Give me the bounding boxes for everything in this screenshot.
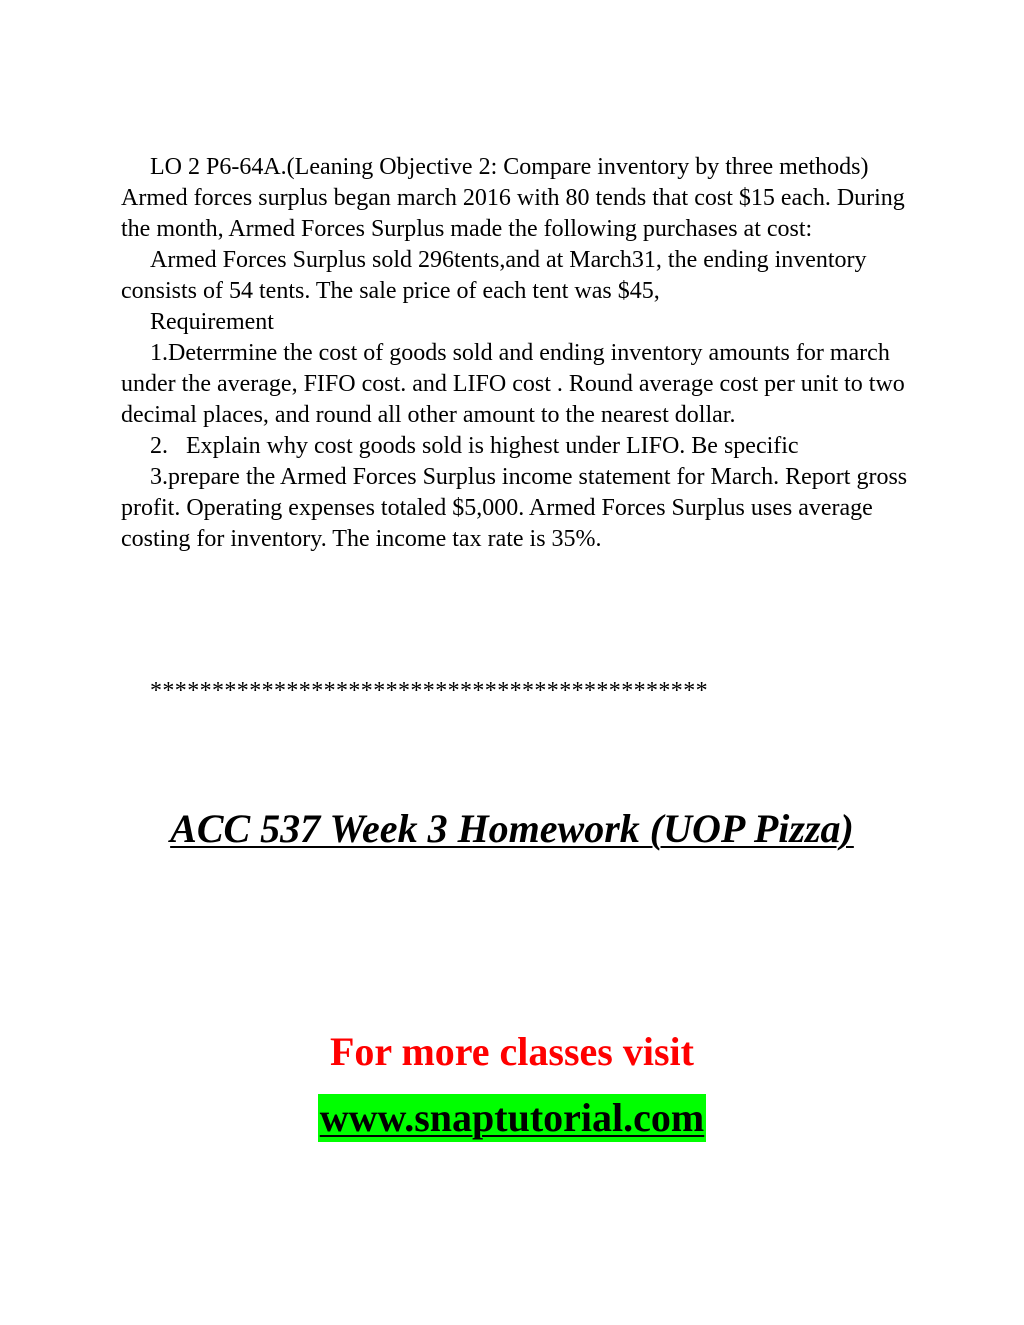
asterisk-divider: *********************************************	[150, 678, 708, 704]
snaptutorial-link[interactable]: www.snaptutorial.com	[319, 1095, 705, 1140]
requirement-3: 3.prepare the Armed Forces Surplus income statement for March. Report gross profit. Operating expenses totaled $5,000. Armed Forces Surplus uses average costing for inventory. The income tax rate is 35%.	[121, 464, 908, 552]
promo-link-container	[0, 1094, 1024, 1142]
requirement-2: 2. Explain why cost goods sold is highest under LIFO. Be specific	[150, 433, 799, 459]
next-assignment-title-text: ACC 537 Week 3 Homework (UOP Pizza)	[170, 806, 854, 851]
problem-intro-paragraph: LO 2 P6-64A.(Leaning Objective 2: Compare inventory by three methods) Armed forces surplus began march 2016 with 80 tends that cost $15 each. During the month, Armed Forces Surplus made the following purchases at cost:	[121, 154, 905, 242]
sales-paragraph: Armed Forces Surplus sold 296tents,and at March31, the ending inventory consists of 54 tents. The sale price of each tent was $45,	[121, 247, 867, 304]
requirement-heading: Requirement	[150, 309, 274, 335]
promo-text: For more classes visit	[329, 1029, 694, 1074]
problem-text	[121, 152, 911, 555]
next-assignment-title	[0, 804, 1024, 854]
requirement-1: 1.Deterrmine the cost of goods sold and ending inventory amounts for march under the average, FIFO cost. and LIFO cost . Round average cost per unit to two decimal places, and round all other amount to the nearest dollar.	[121, 340, 905, 428]
